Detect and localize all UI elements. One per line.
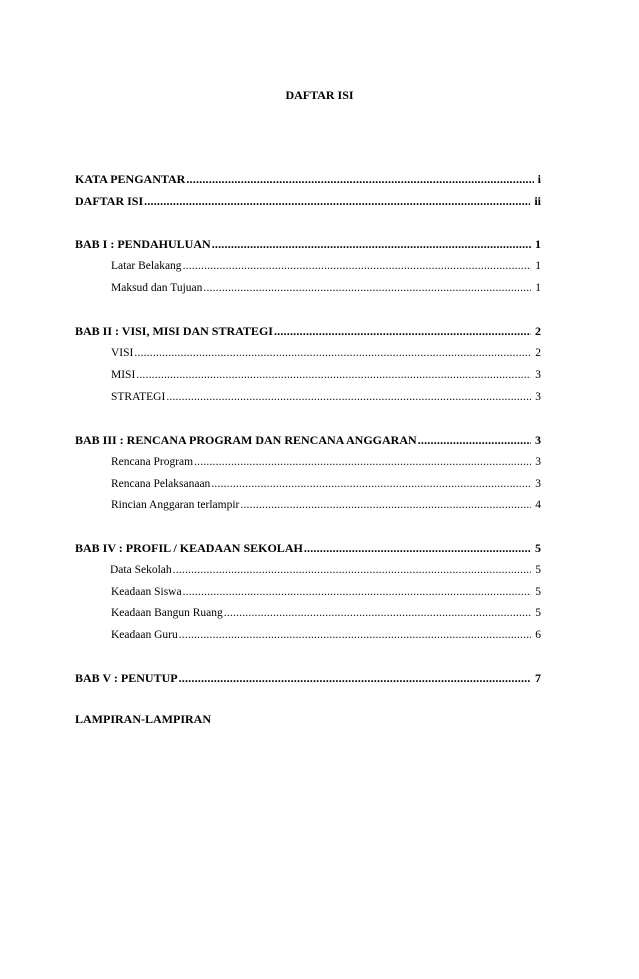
toc-entry-page: 5 — [535, 564, 541, 576]
toc-entry-label: STRATEGI — [111, 391, 166, 403]
toc-entry-page: 3 — [535, 391, 541, 403]
toc-entry-label: Latar Belakang — [111, 260, 182, 272]
dot-leader — [418, 432, 531, 448]
toc-entry-bab-1 — [75, 236, 541, 252]
dot-leader — [179, 670, 531, 686]
toc-entry-page: 6 — [535, 629, 541, 641]
toc-entry-bab-3 — [75, 432, 541, 448]
toc-entry-label: BAB III : RENCANA PROGRAM DAN RENCANA ANGGARAN — [75, 433, 417, 447]
toc-entry-bab-4 — [75, 540, 541, 556]
toc-entry-page: 2 — [535, 324, 541, 338]
toc-entry-page: i — [537, 172, 541, 186]
dot-leader — [212, 236, 531, 252]
toc-entry-label: KATA PENGANTAR — [75, 172, 186, 186]
toc-entry-page: 7 — [535, 671, 541, 685]
dot-leader — [144, 193, 530, 209]
dot-leader — [203, 280, 531, 296]
toc-entry-label: MISI — [111, 369, 136, 381]
toc-entry-label: Maksud dan Tujuan — [111, 282, 203, 294]
dot-leader — [224, 605, 531, 621]
dot-leader — [240, 497, 531, 513]
toc-entry-label: BAB V : PENUTUP — [75, 671, 178, 685]
toc-entry-label: VISI — [111, 347, 134, 359]
toc-entry-page: 1 — [535, 260, 541, 272]
toc-entry-label: Keadaan Siswa — [111, 586, 182, 598]
toc-entry-label: Keadaan Guru — [111, 629, 178, 641]
toc-subentry-visi — [111, 345, 541, 361]
toc-entry-lampiran: LAMPIRAN-LAMPIRAN — [75, 712, 211, 726]
toc-subentry-maksud-dan-tujuan — [111, 280, 541, 296]
toc-subentry-rencana-program — [111, 454, 541, 470]
dot-leader — [183, 258, 532, 274]
toc-entry-page: 3 — [535, 478, 541, 490]
dot-leader — [179, 627, 532, 643]
dot-leader — [304, 540, 531, 556]
toc-entry-page: 5 — [535, 586, 541, 598]
toc-subentry-latar-belakang — [111, 258, 541, 274]
toc-entry-page: 5 — [535, 607, 541, 619]
dot-leader — [274, 323, 531, 339]
toc-entry-label: Rencana Program — [111, 456, 194, 468]
toc-entry-bab-5 — [75, 670, 541, 686]
toc-subentry-strategi — [111, 389, 541, 405]
dot-leader — [194, 454, 531, 470]
toc-entry-page: 3 — [535, 433, 541, 447]
toc-subentry-keadaan-bangun-ruang — [111, 605, 541, 621]
dot-leader — [186, 171, 533, 187]
dot-leader — [136, 367, 531, 383]
toc-subentry-rencana-pelaksanaan — [111, 476, 541, 492]
toc-entry-label: Rencana Pelaksanaan — [111, 478, 211, 490]
toc-entry-daftar-isi — [75, 193, 541, 209]
toc-entry-label: BAB IV : PROFIL / KEADAAN SEKOLAH — [75, 541, 303, 555]
toc-entry-label: BAB II : VISI, MISI DAN STRATEGI — [75, 324, 273, 338]
toc-entry-label: BAB I : PENDAHULUAN — [75, 237, 211, 251]
toc-entry-page: 4 — [535, 499, 541, 511]
toc-subentry-misi — [111, 367, 541, 383]
toc-entry-bab-2 — [75, 323, 541, 339]
toc-subentry-keadaan-siswa — [111, 584, 541, 600]
toc-entry-kata-pengantar — [75, 171, 541, 187]
page-title: DAFTAR ISI — [285, 88, 354, 102]
toc-subentry-data-sekolah — [110, 562, 541, 578]
dot-leader — [183, 584, 532, 600]
toc-entry-label: Data Sekolah — [110, 564, 172, 576]
toc-entry-page: 3 — [535, 369, 541, 381]
toc-entry-page: 1 — [535, 237, 541, 251]
toc-entry-page: 2 — [535, 347, 541, 359]
toc-entry-page: ii — [534, 194, 541, 208]
toc-subentry-keadaan-guru — [111, 627, 541, 643]
toc-entry-page: 1 — [535, 282, 541, 294]
dot-leader — [166, 389, 531, 405]
toc-entry-page: 3 — [535, 456, 541, 468]
toc-entry-label: Rincian Anggaran terlampir — [111, 499, 240, 511]
toc-entry-page: 5 — [535, 541, 541, 555]
dot-leader — [134, 345, 531, 361]
dot-leader — [173, 562, 532, 578]
toc-subentry-rincian-anggaran — [111, 497, 541, 513]
dot-leader — [211, 476, 531, 492]
toc-entry-label: DAFTAR ISI — [75, 194, 144, 208]
toc-entry-label: Keadaan Bangun Ruang — [111, 607, 223, 619]
